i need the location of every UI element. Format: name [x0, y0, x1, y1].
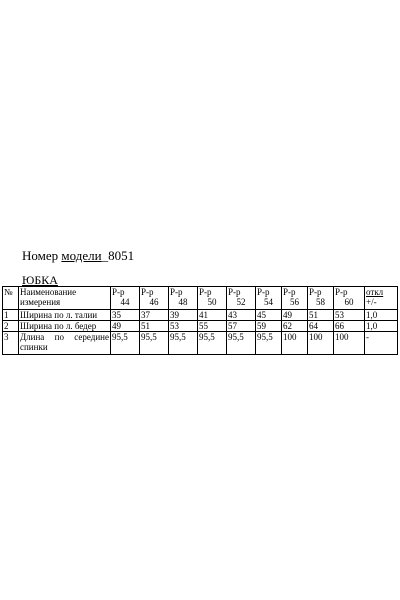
size-value-52: 43: [227, 310, 256, 321]
otkl-header: откл +/-: [365, 287, 398, 310]
size-value-46: 51: [140, 321, 169, 332]
size-value-58: 64: [308, 321, 334, 332]
size-value-44: 95,5: [111, 332, 140, 355]
col-num-header: №: [3, 287, 19, 310]
size-value-48: 95,5: [169, 332, 198, 355]
size-header-50: Р-р 50: [198, 287, 227, 310]
size-header-46: Р-р 46: [140, 287, 169, 310]
measurements-table: [2, 286, 398, 355]
size-value-50: 95,5: [198, 332, 227, 355]
model-number-line: [22, 248, 134, 264]
size-header-52: Р-р 52: [227, 287, 256, 310]
size-value-60: 100: [334, 332, 365, 355]
size-header-60: Р-р 60: [334, 287, 365, 310]
tolerance-value: 1,0: [365, 310, 398, 321]
size-value-54: 59: [256, 321, 282, 332]
size-header-56: Р-р 56: [282, 287, 308, 310]
model-word: модели: [61, 248, 102, 263]
size-value-52: 57: [227, 321, 256, 332]
model-prefix: Номер: [22, 248, 62, 263]
size-value-46: 37: [140, 310, 169, 321]
table-header-row: [3, 287, 398, 310]
table-row: [3, 321, 398, 332]
size-value-50: 55: [198, 321, 227, 332]
size-value-44: 49: [111, 321, 140, 332]
size-value-60: 53: [334, 310, 365, 321]
row-number: 3: [3, 332, 19, 355]
size-header-54: Р-р 54: [256, 287, 282, 310]
table-row: [3, 310, 398, 321]
measurement-name: Длина по середине спинки: [19, 332, 111, 355]
size-value-52: 95,5: [227, 332, 256, 355]
size-value-50: 41: [198, 310, 227, 321]
size-value-48: 39: [169, 310, 198, 321]
size-value-56: 100: [282, 332, 308, 355]
size-value-54: 45: [256, 310, 282, 321]
size-value-44: 35: [111, 310, 140, 321]
tolerance-value: -: [365, 332, 398, 355]
size-value-58: 51: [308, 310, 334, 321]
tolerance-value: 1,0: [365, 321, 398, 332]
section-title: ЮБКА: [22, 273, 58, 287]
size-header-48: Р-р 48: [169, 287, 198, 310]
size-value-56: 62: [282, 321, 308, 332]
size-value-48: 53: [169, 321, 198, 332]
measurement-name: Ширина по л. талии: [19, 310, 111, 321]
table-row: [3, 332, 398, 355]
measurement-name: Ширина по л. бедер: [19, 321, 111, 332]
size-header-44: Р-р 44: [111, 287, 140, 310]
size-header-58: Р-р 58: [308, 287, 334, 310]
size-value-58: 100: [308, 332, 334, 355]
size-value-56: 49: [282, 310, 308, 321]
row-number: 2: [3, 321, 19, 332]
row-number: 1: [3, 310, 19, 321]
size-value-60: 66: [334, 321, 365, 332]
model-number: _8051: [101, 248, 135, 263]
size-value-54: 95,5: [256, 332, 282, 355]
col-name-header: Наименование измерения: [19, 287, 111, 310]
size-value-46: 95,5: [140, 332, 169, 355]
